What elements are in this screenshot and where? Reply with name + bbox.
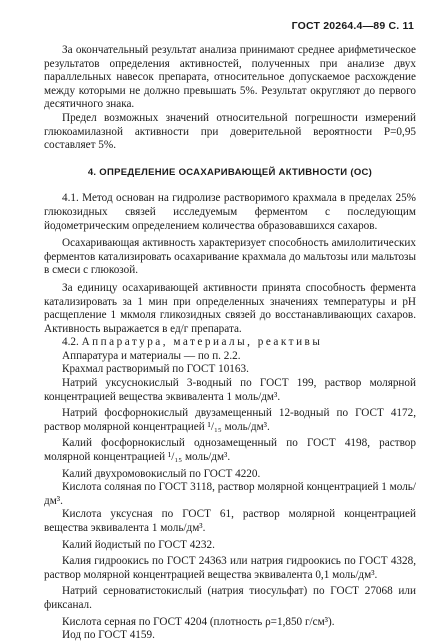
document-page bbox=[44, 44, 416, 643]
error-limit-paragraph: Предел возможных значений относительной погрешности измерений глюкоамилазной активности при доверительной вероятности P=0,95 составляет 5%. bbox=[44, 111, 416, 152]
list-item: Кислота серная по ГОСТ 4204 (плотность ρ=1,850 г/см³). bbox=[62, 615, 335, 628]
list-item: Кислота соляная по ГОСТ 3118, раствор молярной концентрацией 1 моль/дм³. bbox=[44, 481, 416, 507]
subsection-heading bbox=[44, 336, 416, 350]
list-item: Аппаратура и материалы — по п. 2.2. bbox=[62, 349, 241, 362]
list-item: Натрий серноватистокислый (натрия тиосульфат) по ГОСТ 27068 или фиксанал. bbox=[44, 585, 416, 611]
list-item: Крахмал растворимый по ГОСТ 10163. bbox=[62, 363, 249, 376]
running-header: ГОСТ 20264.4—89 С. 11 bbox=[291, 20, 414, 32]
list-item: Натрий фосфорнокислый двузамещенный 12-водный по ГОСТ 4172, раствор молярной концентрацией ¹/₁₅ моль/дм³. bbox=[44, 407, 416, 433]
list-item: Калий фосфорнокислый однозамещенный по ГОСТ 4198, раствор молярной концентрацией ¹/₁₅ моль/дм³. bbox=[44, 437, 416, 464]
unit-paragraph: За единицу осахаривающей активности принята способность фермента катализировать за 1 мин при определенных значениях температуры и pH расщепление 1 мкмоля гликозидных связей до восстанавливающих сахаров. Активность выражается в ед/г препарата. bbox=[44, 281, 416, 335]
list-item: Кислота уксусная по ГОСТ 61, раствор молярной концентрацией вещества эквивалента 1 моль/дм³. bbox=[44, 508, 416, 534]
list-item: Калия гидроокись по ГОСТ 24363 или натрия гидроокись по ГОСТ 4328, раствор молярной концентрацией вещества эквивалента 0,1 моль/дм³. bbox=[44, 555, 416, 581]
subsection-title: Аппаратура, материалы, реактивы bbox=[81, 336, 323, 349]
result-paragraph: За окончательный результат анализа принимают среднее арифметическое результатов определения активностей, полученных при анализе двух параллельных навесок препарата, относительное допускаемое расхождение между которыми не должно превышать 5%. Результат округляют до первого десятичного знака. bbox=[44, 44, 416, 111]
list-item: Калий йодистый по ГОСТ 4232. bbox=[62, 538, 215, 551]
section-title: 4. ОПРЕДЕЛЕНИЕ ОСАХАРИВАЮЩЕЙ АКТИВНОСТИ (ОС) bbox=[87, 166, 373, 178]
subsection-number: 4.2. bbox=[62, 336, 79, 349]
list-item: Натрий уксуснокислый 3-водный по ГОСТ 199, раствор молярной концентрацией вещества эквивалента 1 моль/дм³. bbox=[44, 377, 416, 403]
list-item: Иод по ГОСТ 4159. bbox=[62, 629, 155, 642]
method-paragraph: 4.1. Метод основан на гидролизе растворимого крахмала в пределах 25% глюкозидных связей исследуемым ферментом с последующим йодометрическим определением количества образовавшихся сахаров. bbox=[44, 192, 416, 232]
definition-paragraph: Осахаривающая активность характеризует способность амилолитических ферментов катализировать осахаривание крахмала до мальтозы или мальтозы в смеси с глюкозой. bbox=[44, 237, 416, 277]
list-item: Калий двухромовокислый по ГОСТ 4220. bbox=[62, 467, 261, 480]
